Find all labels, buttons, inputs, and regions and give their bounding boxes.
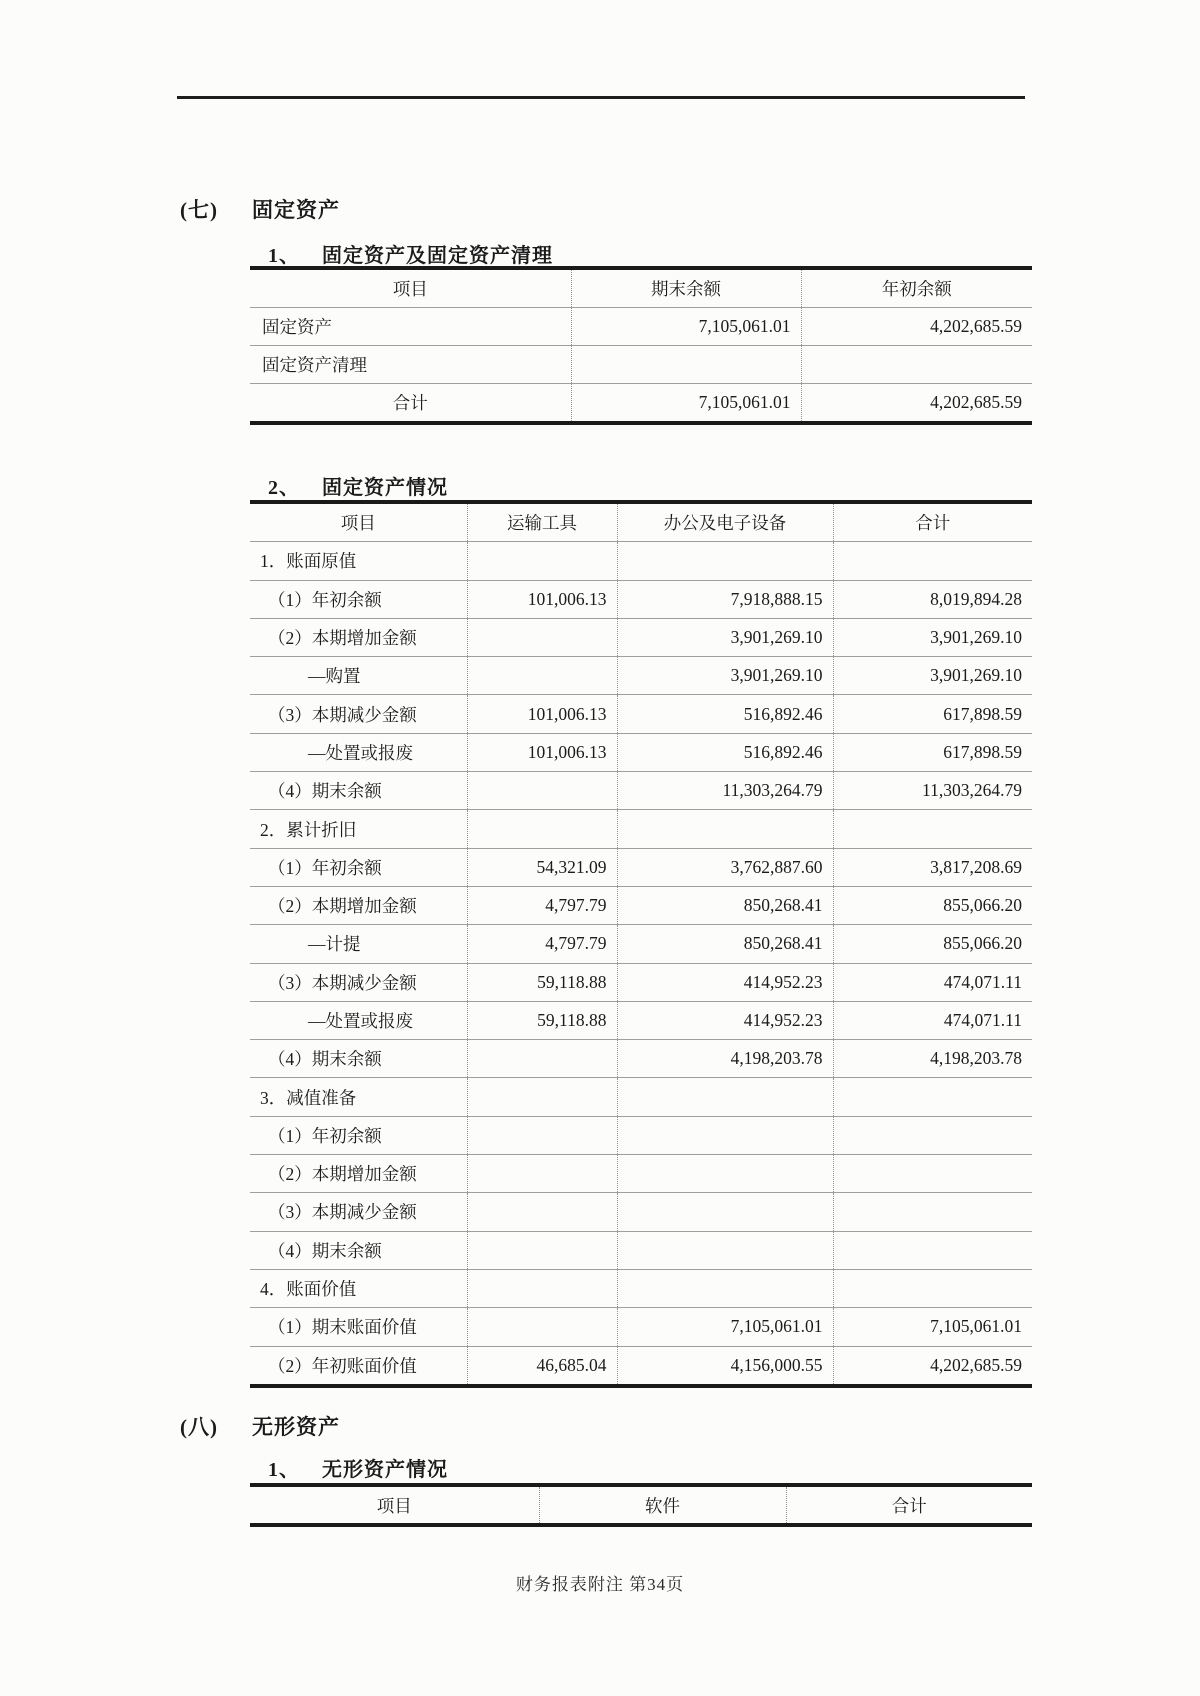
table-row <box>250 1116 1032 1154</box>
table-row <box>250 308 1032 346</box>
table-section-row <box>250 542 1032 580</box>
cell-value <box>467 618 617 656</box>
cell-value: 3,901,269.10 <box>833 657 1032 695</box>
column-header: 办公及电子设备 <box>617 502 833 542</box>
row-label: 3．减值准备 <box>250 1078 467 1116</box>
cell-value <box>467 1078 617 1116</box>
table-row <box>250 1040 1032 1078</box>
row-label: 固定资产清理 <box>250 346 571 384</box>
intangible-assets-table <box>250 1483 1032 1527</box>
cell-value <box>467 1155 617 1193</box>
cell-value: 850,268.41 <box>617 925 833 963</box>
column-header: 项目 <box>340 513 376 534</box>
table-section-row <box>250 1269 1032 1307</box>
table-row <box>250 618 1032 656</box>
table-total-row <box>250 384 1032 424</box>
column-header: 项目 <box>376 1495 412 1516</box>
table-row <box>250 1001 1032 1039</box>
cell-value <box>467 542 617 580</box>
cell-value: 855,066.20 <box>833 886 1032 924</box>
section-8-marker: (八) <box>180 1415 218 1439</box>
row-label: —购置 <box>250 657 467 695</box>
cell-value <box>467 657 617 695</box>
subsection-7-2-title: 固定资产情况 <box>322 477 448 499</box>
subsection-7-2-marker: 2、 <box>268 477 300 499</box>
cell-value: 4,797.79 <box>467 886 617 924</box>
section-8-title: 无形资产 <box>252 1415 340 1439</box>
cell-value: 3,762,887.60 <box>617 848 833 886</box>
cell-value <box>617 1231 833 1269</box>
table-header-row <box>250 1485 1032 1525</box>
table-header-row <box>250 268 1032 308</box>
cell-value: 3,901,269.10 <box>617 618 833 656</box>
cell-value: 414,952.23 <box>617 963 833 1001</box>
column-header: 软件 <box>539 1485 786 1525</box>
column-header: 年初余额 <box>801 268 1032 308</box>
table-header-row <box>250 502 1032 542</box>
cell-value: 4,202,685.59 <box>801 308 1032 346</box>
cell-value: 617,898.59 <box>833 733 1032 771</box>
row-label: —处置或报废 <box>250 733 467 771</box>
table-row <box>250 657 1032 695</box>
cell-value <box>617 1269 833 1307</box>
cell-value <box>833 1193 1032 1231</box>
cell-value <box>833 1269 1032 1307</box>
cell-value <box>617 810 833 848</box>
cell-value <box>467 1193 617 1231</box>
subsection-8-1-heading <box>268 1458 448 1483</box>
cell-value <box>833 1231 1032 1269</box>
table-row <box>250 925 1032 963</box>
cell-value <box>467 1269 617 1307</box>
section-8-heading <box>180 1414 340 1440</box>
cell-value <box>467 810 617 848</box>
subsection-7-1-marker: 1、 <box>268 245 300 267</box>
row-label: —处置或报废 <box>250 1001 467 1039</box>
cell-value <box>833 1116 1032 1154</box>
table-row <box>250 1193 1032 1231</box>
table-row <box>250 346 1032 384</box>
cell-value: 3,817,208.69 <box>833 848 1032 886</box>
cell-value: 850,268.41 <box>617 886 833 924</box>
table-row <box>250 580 1032 618</box>
column-header: 运输工具 <box>467 502 617 542</box>
cell-value: 3,901,269.10 <box>617 657 833 695</box>
cell-value: 617,898.59 <box>833 695 1032 733</box>
cell-value: 7,105,061.01 <box>571 308 801 346</box>
row-label: 合计 <box>250 384 571 424</box>
cell-value: 516,892.46 <box>617 733 833 771</box>
table-row <box>250 1308 1032 1346</box>
table-row <box>250 733 1032 771</box>
cell-value: 59,118.88 <box>467 963 617 1001</box>
row-label: （4）期末余额 <box>250 772 467 810</box>
cell-value: 7,918,888.15 <box>617 580 833 618</box>
cell-value: 54,321.09 <box>467 848 617 886</box>
fixed-assets-detail-table <box>250 500 1032 1388</box>
table-section-row <box>250 810 1032 848</box>
subsection-7-2-heading <box>268 476 448 501</box>
cell-value <box>467 1308 617 1346</box>
cell-value: 855,066.20 <box>833 925 1032 963</box>
table-section-row <box>250 1078 1032 1116</box>
cell-value: 4,198,203.78 <box>617 1040 833 1078</box>
cell-value <box>467 1231 617 1269</box>
cell-value: 101,006.13 <box>467 695 617 733</box>
row-label: （3）本期减少金额 <box>250 695 467 733</box>
cell-value: 474,071.11 <box>833 1001 1032 1039</box>
cell-value: 414,952.23 <box>617 1001 833 1039</box>
cell-value: 4,198,203.78 <box>833 1040 1032 1078</box>
cell-value: 11,303,264.79 <box>617 772 833 810</box>
cell-value: 101,006.13 <box>467 580 617 618</box>
row-label: （2）本期增加金额 <box>250 886 467 924</box>
subsection-7-1-title: 固定资产及固定资产清理 <box>322 245 553 267</box>
cell-value: 46,685.04 <box>467 1346 617 1386</box>
section-7-marker: (七) <box>180 198 218 222</box>
cell-value: 4,202,685.59 <box>801 384 1032 424</box>
cell-value: 516,892.46 <box>617 695 833 733</box>
cell-value <box>617 1078 833 1116</box>
row-label: （3）本期减少金额 <box>250 1193 467 1231</box>
cell-value: 4,202,685.59 <box>833 1346 1032 1386</box>
cell-value: 101,006.13 <box>467 733 617 771</box>
cell-value <box>833 810 1032 848</box>
column-header: 合计 <box>786 1485 1032 1525</box>
table-row <box>250 695 1032 733</box>
cell-value <box>617 1155 833 1193</box>
table-row <box>250 963 1032 1001</box>
row-label: （2）本期增加金额 <box>250 1155 467 1193</box>
column-header: 期末余额 <box>571 268 801 308</box>
cell-value: 4,797.79 <box>467 925 617 963</box>
row-label: （4）期末余额 <box>250 1040 467 1078</box>
cell-value <box>833 1078 1032 1116</box>
cell-value <box>467 1040 617 1078</box>
row-label: （4）期末余额 <box>250 1231 467 1269</box>
cell-value: 11,303,264.79 <box>833 772 1032 810</box>
page-footer: 财务报表附注 第34页 <box>515 1575 685 1594</box>
section-7-heading <box>180 197 340 223</box>
table-row <box>250 1231 1032 1269</box>
subsection-8-1-marker: 1、 <box>268 1459 300 1481</box>
row-label: 2．累计折旧 <box>250 810 467 848</box>
cell-value <box>617 1193 833 1231</box>
table-row <box>250 1155 1032 1193</box>
cell-value: 4,156,000.55 <box>617 1346 833 1386</box>
table-row <box>250 848 1032 886</box>
cell-value <box>801 346 1032 384</box>
cell-value: 7,105,061.01 <box>571 384 801 424</box>
cell-value <box>467 772 617 810</box>
column-header: 合计 <box>833 502 1032 542</box>
section-7-title: 固定资产 <box>252 198 340 222</box>
cell-value: 7,105,061.01 <box>617 1308 833 1346</box>
cell-value <box>617 542 833 580</box>
row-label: （1）年初余额 <box>250 848 467 886</box>
cell-value: 7,105,061.01 <box>833 1308 1032 1346</box>
column-header: 项目 <box>392 279 428 299</box>
row-label: （1）期末账面价值 <box>250 1308 467 1346</box>
row-label: —计提 <box>250 925 467 963</box>
fixed-assets-summary-table <box>250 266 1032 425</box>
cell-value <box>467 1116 617 1154</box>
cell-value: 474,071.11 <box>833 963 1032 1001</box>
row-label: （2）本期增加金额 <box>250 618 467 656</box>
row-label: （2）年初账面价值 <box>250 1346 467 1386</box>
cell-value: 3,901,269.10 <box>833 618 1032 656</box>
cell-value <box>617 1116 833 1154</box>
row-label: （1）年初余额 <box>250 580 467 618</box>
row-label: 4．账面价值 <box>250 1269 467 1307</box>
subsection-8-1-title: 无形资产情况 <box>322 1459 448 1481</box>
row-label: 固定资产 <box>250 308 571 346</box>
cell-value <box>833 542 1032 580</box>
cell-value: 59,118.88 <box>467 1001 617 1039</box>
cell-value <box>833 1155 1032 1193</box>
table-row <box>250 886 1032 924</box>
row-label: 1．账面原值 <box>250 542 467 580</box>
table-row <box>250 1346 1032 1386</box>
cell-value: 8,019,894.28 <box>833 580 1032 618</box>
row-label: （3）本期减少金额 <box>250 963 467 1001</box>
cell-value <box>571 346 801 384</box>
row-label: （1）年初余额 <box>250 1116 467 1154</box>
header-rule <box>177 96 1025 99</box>
table-row <box>250 772 1032 810</box>
